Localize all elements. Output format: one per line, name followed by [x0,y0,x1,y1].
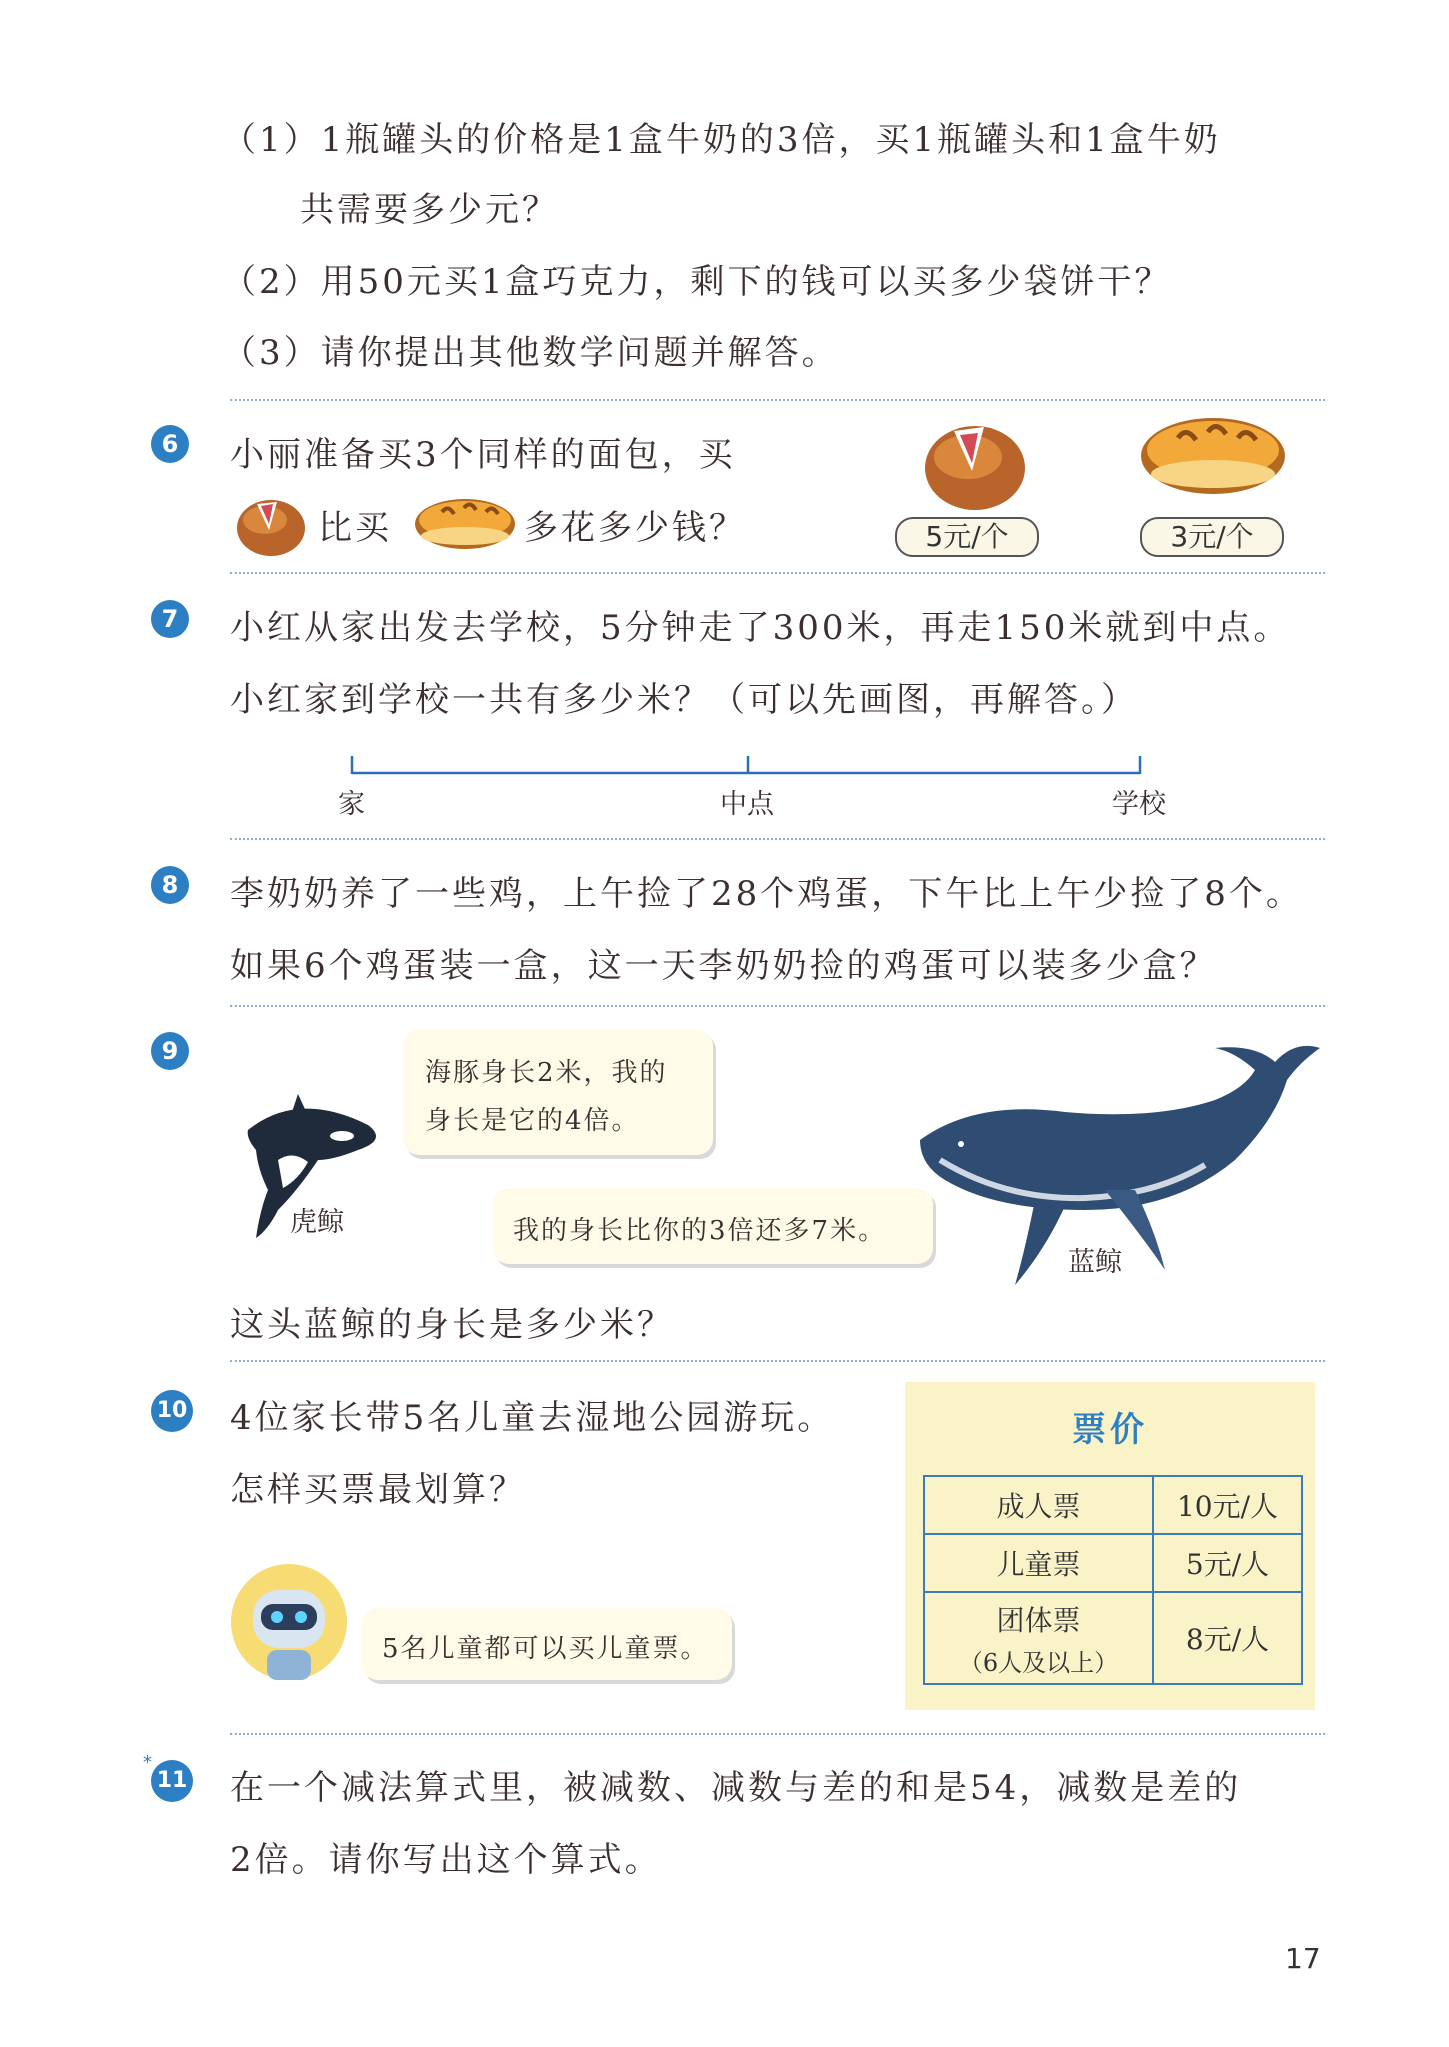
ticket-price-cell: 5元/人 [1153,1534,1302,1592]
q7-line2: 小红家到学校一共有多少米？（可以先画图，再解答。） [230,680,1138,720]
group-ticket-note: （6人及以上） [958,1648,1119,1677]
question-number-8: 8 [151,866,189,904]
q5-sub3: （3）请你提出其他数学问题并解答。 [222,333,839,373]
table-row [924,1592,1302,1684]
orca-speech-line2: 身长是它的4倍。 [425,1106,640,1136]
label-school: 学校 [1112,789,1166,820]
q6-mid-text: 比买 [318,508,392,548]
q6-line1: 小丽准备买3个同样的面包，买 [230,435,736,475]
divider [230,838,1325,840]
question-number-7: 7 [151,600,189,638]
price-tag-long-bread: 3元/个 [1140,517,1284,557]
q9-question: 这头蓝鲸的身长是多少米？ [230,1305,674,1345]
ticket-table-title: 票价 [1072,1410,1148,1450]
divider [230,572,1325,574]
robot-avatar-icon [229,1562,349,1682]
orca-speech-bubble [403,1030,713,1155]
orca-speech-line1: 海豚身长2米，我的 [425,1058,668,1088]
table-row [924,1534,1302,1592]
divider [230,399,1325,401]
orca-label: 虎鲸 [290,1207,344,1238]
q5-sub2: （2）用50元买1盒巧克力，剩下的钱可以买多少袋饼干？ [222,262,1172,302]
page-number: 17 [1285,1942,1321,1975]
blue-whale-label: 蓝鲸 [1068,1247,1122,1278]
long-bread-image [1138,410,1288,500]
q5-sub1-line1: （1）1瓶罐头的价格是1盒牛奶的3倍，买1瓶罐头和1盒牛奶 [222,120,1221,160]
whale-speech-text: 我的身长比你的3倍还多7米。 [513,1216,887,1246]
label-home: 家 [338,789,365,820]
ticket-price-table [923,1475,1303,1685]
divider [230,1360,1325,1362]
ticket-price-cell: 8元/人 [1153,1592,1302,1684]
round-bread-icon [233,490,309,558]
robot-hint-text: 5名儿童都可以买儿童票。 [382,1634,709,1664]
whale-speech-bubble [493,1188,933,1264]
label-midpoint: 中点 [720,789,774,820]
round-bread-image [920,413,1030,513]
price-tag-round-bread: 5元/个 [895,517,1039,557]
question-number-11: 11 [151,1760,193,1802]
q8-line2: 如果6个鸡蛋装一盒，这一天李奶奶捡的鸡蛋可以装多少盒？ [230,946,1217,986]
group-ticket-type: 团体票 [996,1603,1081,1637]
ticket-type-cell [924,1592,1153,1684]
q11-line2: 2倍。请你写出这个算式。 [230,1840,662,1880]
q7-line1: 小红从家出发去学校，5分钟走了300米，再走150米就到中点。 [230,608,1291,648]
question-number-10: 10 [151,1390,193,1432]
ticket-type-cell: 儿童票 [924,1534,1153,1592]
robot-hint-bubble [362,1608,732,1680]
distance-line-diagram [340,748,1150,778]
challenge-star: * [143,1752,152,1773]
q6-end-text: 多花多少钱？ [524,508,746,548]
long-bread-icon [412,494,518,552]
q10-line2: 怎样买票最划算？ [230,1470,526,1510]
ticket-type-cell: 成人票 [924,1476,1153,1534]
question-number-9: 9 [151,1032,189,1070]
q5-sub1-line2: 共需要多少元？ [300,190,559,230]
divider [230,1733,1325,1735]
q8-line1: 李奶奶养了一些鸡，上午捡了28个鸡蛋，下午比上午少捡了8个。 [230,874,1303,914]
divider [230,1005,1325,1007]
question-number-6: 6 [151,425,189,463]
q11-line1: 在一个减法算式里，被减数、减数与差的和是54，减数是差的 [230,1768,1242,1808]
table-row [924,1476,1302,1534]
q10-line1: 4位家长带5名儿童去湿地公园游玩。 [230,1398,835,1438]
ticket-price-cell: 10元/人 [1153,1476,1302,1534]
